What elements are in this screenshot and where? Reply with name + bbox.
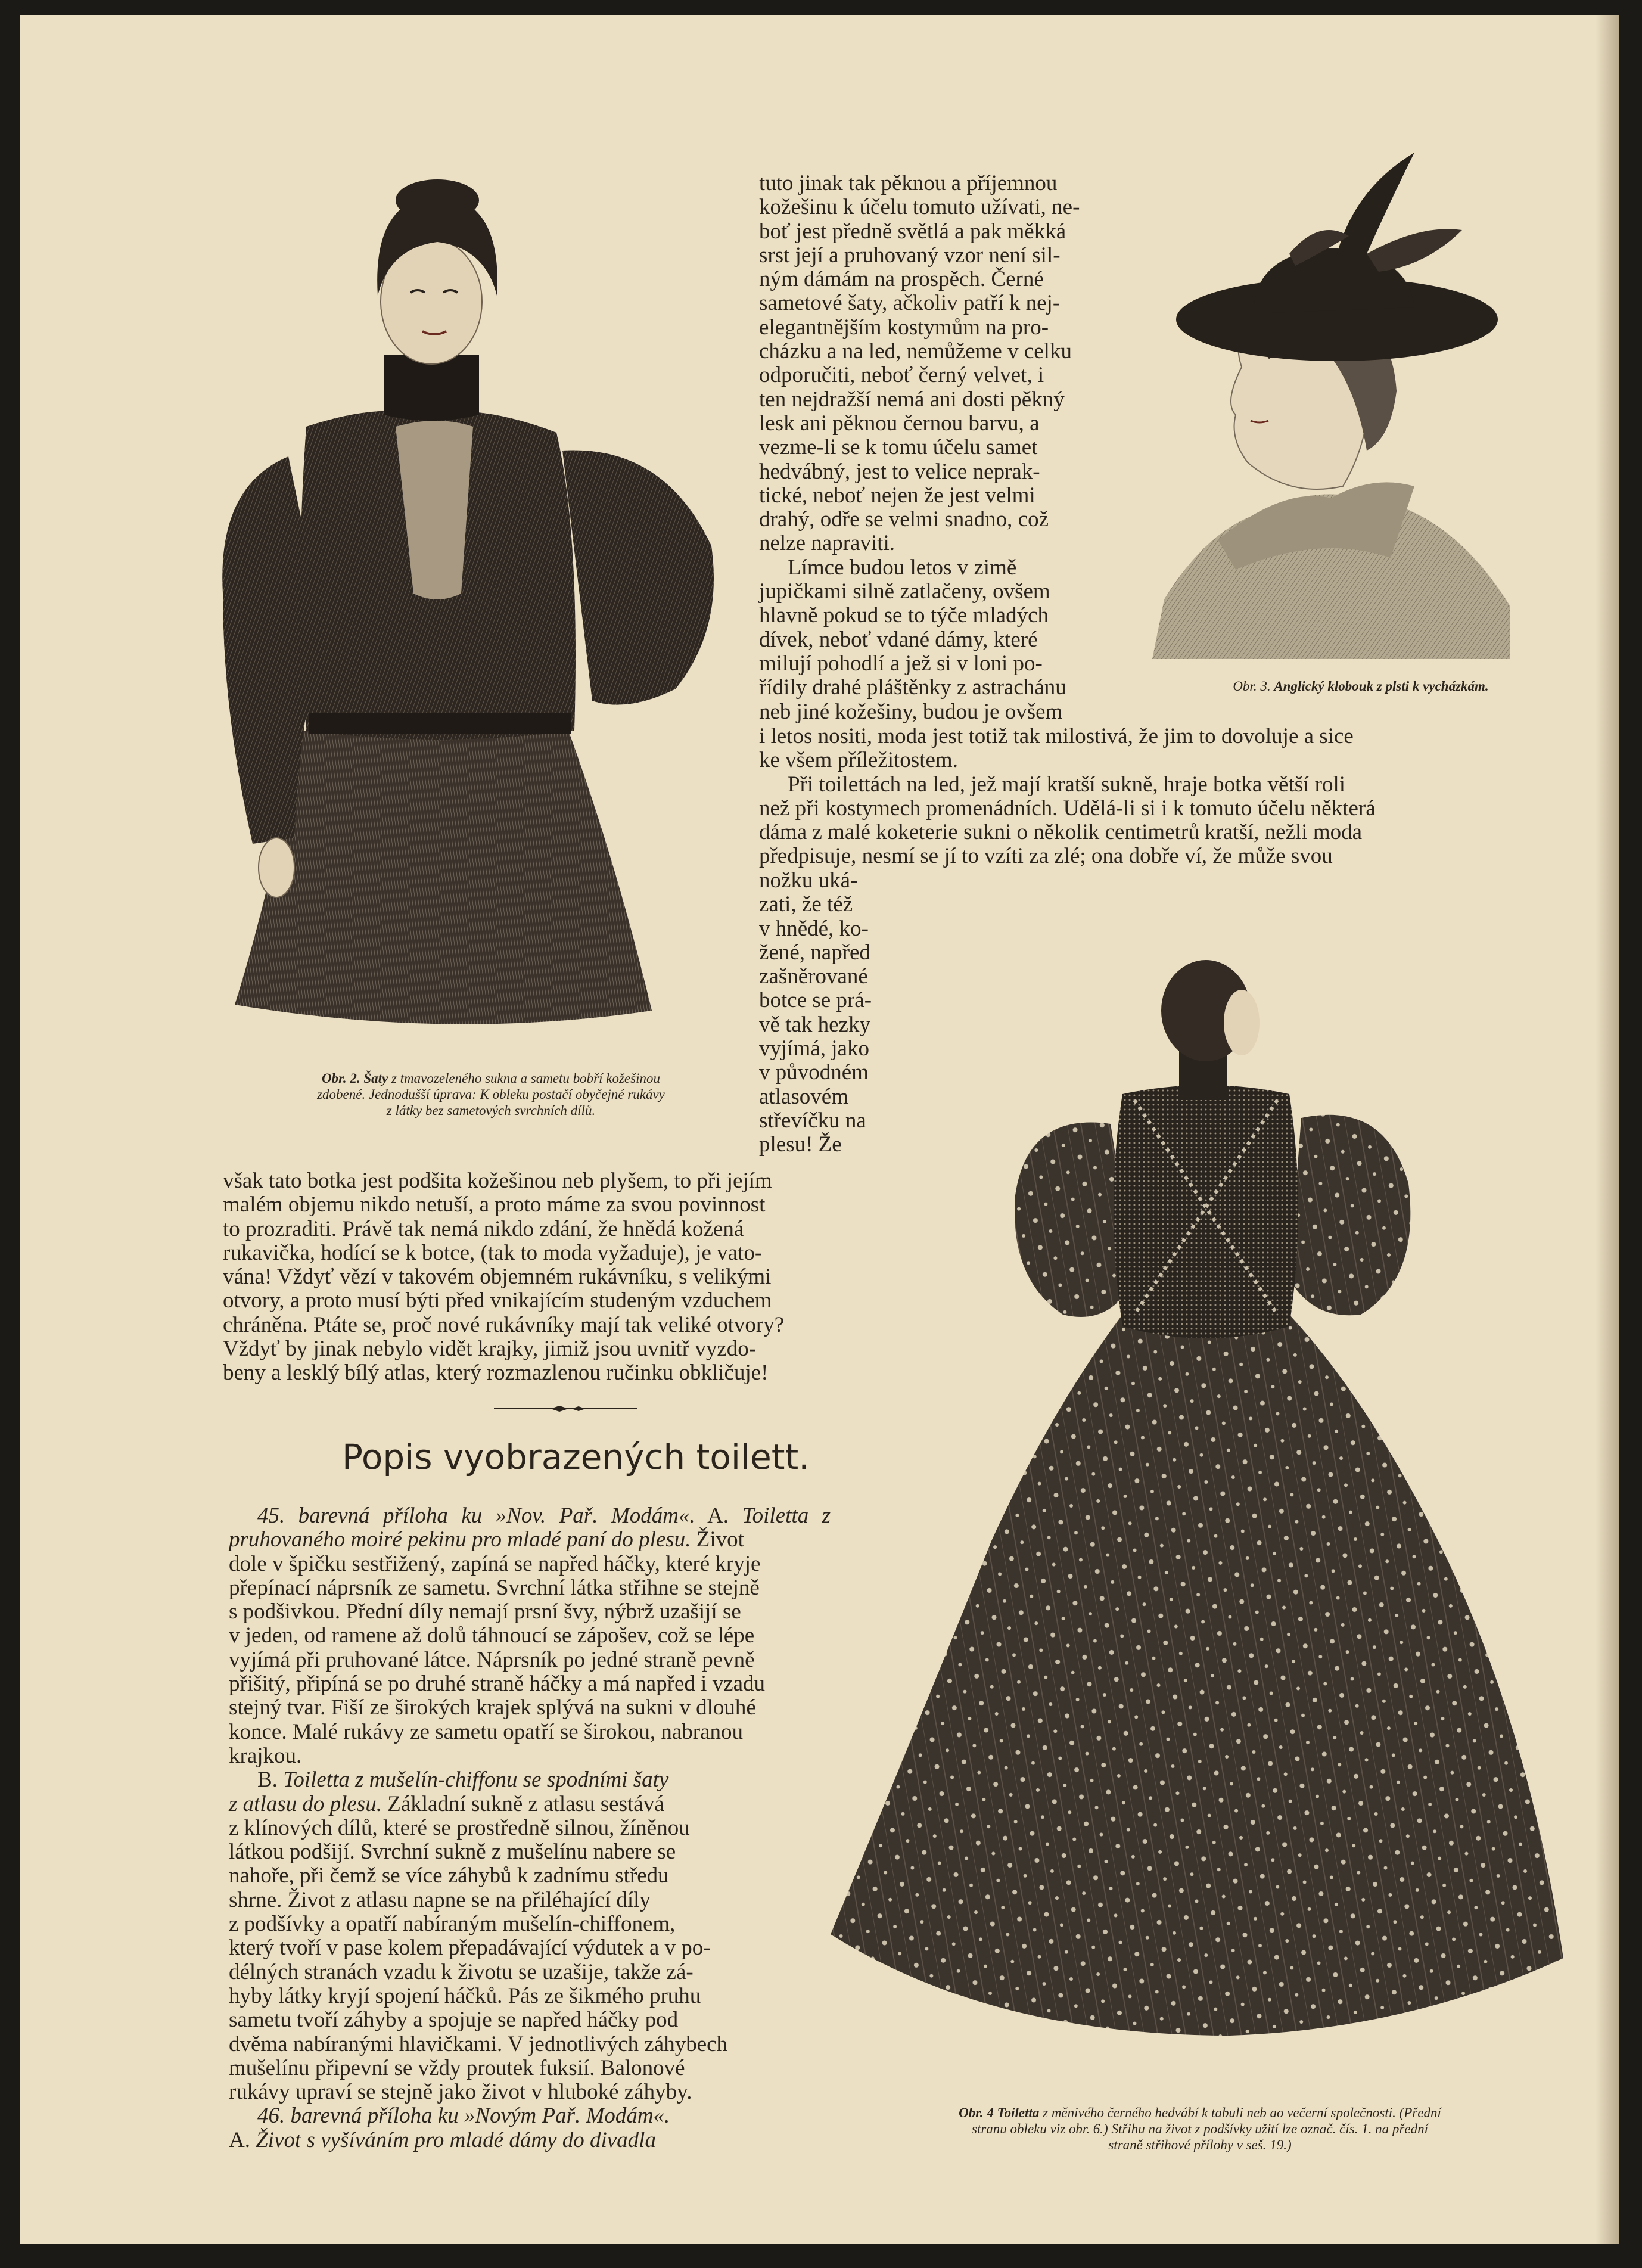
caption-line: stranu obleku viz obr. 6.) Střihu na život z podšívky užití lze označ. čís. 1. na přední xyxy=(972,2121,1428,2136)
text-line: boť jest předně světlá a pak měkká xyxy=(759,219,1066,244)
text-line: cházku a na led, nemůžeme v celku xyxy=(759,339,1072,364)
text-line: rukavička, hodící se k botce, (tak to moda vyžaduje), je vato- xyxy=(223,1240,763,1265)
text-line: vána! Vždyť vězí v takovém objemném rukávníku, s velikými xyxy=(223,1265,772,1290)
text-line: Vždyť by jinak nebylo vidět krajky, jimiž jsou uvnitř vyzdo- xyxy=(223,1337,757,1362)
text-line: beny a lesklý bílý atlas, který rozmazlenou ručinku obkličuje! xyxy=(223,1360,769,1385)
text-line: vyjímá při pruhované látce. Náprsník po jedné straně pevně xyxy=(229,1647,755,1672)
text-line: tické, neboť nejen že jest velmi xyxy=(759,483,1035,508)
text-line: z klínových dílů, které se prostředně silnou, žíněnou xyxy=(229,1815,690,1840)
description-c-line-1: 46. barevná příloha ku »Novým Pař. Modám«. xyxy=(257,2104,670,2129)
description-a-title: Toiletta z pruhovaného moiré pekinu pro mladé paní do plesu. xyxy=(229,1503,831,1552)
section-divider-ornament xyxy=(494,1405,637,1412)
figure-hat-profile-illustration xyxy=(1140,153,1545,659)
caption-label: Obr. 4 Toiletta xyxy=(959,2105,1040,2120)
description-b-first-rest: Základní sukně z atlasu sestává xyxy=(387,1791,664,1816)
figure-evening-gown-illustration xyxy=(813,945,1587,2048)
text-line: shrne. Život z atlasu napne se na přiléhající díly xyxy=(229,1887,651,1912)
text-line: vě tak hezky xyxy=(759,1012,870,1037)
article-wide-paragraph xyxy=(759,725,1545,869)
text-line: délných stranách vzadu k životu se uzašije, takže zá- xyxy=(229,1959,694,1984)
description-c-line-2: Život s vyšíváním pro mladé dámy do divadla xyxy=(256,2127,656,2152)
caption-line: z látky bez sametových svrchních dílů. xyxy=(386,1103,596,1118)
caption-label: Obr. 3. xyxy=(1233,679,1271,694)
text-line: přepínací náprsník ze sametu. Svrchní látka střihne se stejně xyxy=(229,1575,760,1600)
text-line: Límce budou letos v zimě xyxy=(788,555,1017,580)
text-line: v hnědé, ko- xyxy=(759,916,869,941)
text-line: dvěma nabíranými hlavičkami. V jednotlivých záhybech xyxy=(229,2031,728,2056)
description-c-mark: A. xyxy=(229,2127,250,2152)
text-line: nožku uká- xyxy=(759,868,858,893)
text-line: tuto jinak tak pěknou a příjemnou xyxy=(759,171,1058,195)
description-b-title-2: z atlasu do plesu. xyxy=(229,1791,382,1816)
text-line: zašněrované xyxy=(759,964,868,989)
text-line: sametu tvoří záhyby a spojuje se napřed háčky pod xyxy=(229,2008,679,2033)
description-b-mark: B. xyxy=(257,1767,278,1792)
text-line: konce. Malé rukávy ze sametu opatří se širokou, nabranou xyxy=(229,1719,744,1744)
text-line: otvory, a proto musí býti před vnikajícím studeným vzduchem xyxy=(223,1288,772,1313)
caption-line: straně střihové přílohy v seš. 19.) xyxy=(1108,2137,1292,2152)
text-line: předpisuje, nesmí se jí to vzíti za zlé; ona dobře ví, že může svou xyxy=(759,844,1333,869)
description-a-first-rest: Život xyxy=(696,1527,744,1552)
text-line: hlavně pokud se to týče mladých xyxy=(759,603,1049,628)
text-line: který tvoří v pase kolem přepadávající výdutek a v po- xyxy=(229,1935,711,1961)
description-a-lead: 45. barevná příloha ku »Nov. Pař. Modám«. xyxy=(257,1503,695,1528)
text-line: vezme-li se k tomu účelu samet xyxy=(759,435,1038,460)
figure-fur-jacket-illustration xyxy=(199,176,747,1046)
text-line: i letos nositi, moda jest totiž tak milostivá, že jim to dovoluje a sice xyxy=(759,724,1354,748)
text-line: ten nejdražší nemá ani dosti pěkný xyxy=(759,387,1065,412)
text-line: sametové šaty, ačkoliv patří k nej- xyxy=(759,291,1061,316)
text-line: žené, napřed xyxy=(759,940,870,965)
text-line: v původném xyxy=(759,1060,869,1085)
text-line: odporučiti, neboť černý velvet, i xyxy=(759,363,1044,388)
text-line: dáma z malé koketerie sukni o několik centimetrů kratší, nežli moda xyxy=(759,820,1363,845)
text-line: botce se prá- xyxy=(759,988,872,1013)
text-line: ným dámám na prospěch. Černé xyxy=(759,267,1044,292)
text-line: to prozraditi. Právě tak nemá nikdo zdání, že hnědá kožená xyxy=(223,1216,744,1241)
text-line: atlasovém xyxy=(759,1084,849,1109)
caption-figure-3 xyxy=(1140,678,1581,694)
text-line: však tato botka jest podšita kožešinou neb plyšem, to při jejím xyxy=(223,1169,772,1193)
article-descriptions xyxy=(229,1504,831,2152)
text-line: neb jiné kožešiny, budou je ovšem xyxy=(759,699,1063,724)
text-line: přišitý, připíná se po druhé straně háčky a má napřed i vzadu xyxy=(229,1672,766,1697)
text-line: s podšivkou. Přední díly nemají prsní švy, nýbrž uzašijí se xyxy=(229,1599,741,1624)
text-line: malém objemu nikdo netuší, a proto máme za svou povinnost xyxy=(223,1192,766,1217)
text-line: než při kostymech promenádních. Udělá-li si i k tomuto účelu některá xyxy=(759,796,1376,821)
caption-label: Obr. 2. Šaty xyxy=(322,1071,388,1086)
text-line: zati, že též xyxy=(759,892,853,917)
text-line: dole v špičku sestřižený, zapíná se napřed háčky, které kryje xyxy=(229,1551,761,1576)
caption-line: z měnivého černého hedvábí k tabuli neb ao večerní společnosti. (Přední xyxy=(1043,2105,1441,2120)
text-line: milují pohodlí a jež si v loni po- xyxy=(759,651,1043,676)
magazine-page xyxy=(20,15,1619,2244)
text-line: plesu! Že xyxy=(759,1132,842,1157)
text-line: řídily drahé pláštěnky z astrachánu xyxy=(759,675,1066,700)
article-narrow-column xyxy=(759,869,914,1157)
caption-figure-2 xyxy=(217,1070,765,1119)
text-line: látkou podšijí. Svrchní sukně z mušelínu nabere se xyxy=(229,1840,676,1865)
text-line: lesk ani pěknou černou barvu, a xyxy=(759,411,1040,436)
article-left-paragraph xyxy=(223,1169,914,1385)
text-line: mušelínu připevní se vždy proutek fuksií. Balonové xyxy=(229,2055,685,2080)
caption-line: zdobené. Jednodušší úprava: K obleku postačí obyčejné rukávy xyxy=(317,1087,665,1102)
caption-title: Anglický klobouk z plsti k vycházkám. xyxy=(1274,679,1489,694)
text-line: srst její a pruhovaný vzor není sil- xyxy=(759,243,1061,268)
text-line: střevíčku na xyxy=(759,1108,866,1133)
article-column-right-top xyxy=(759,172,1164,724)
section-heading: Popis vyobrazených toilett. xyxy=(342,1437,810,1477)
description-b-title: Toiletta z mušelín-chiffonu se spodními šaty xyxy=(283,1767,669,1792)
text-line: hedvábný, jest to velice neprak- xyxy=(759,459,1040,484)
text-line: stejný tvar. Fiší ze širokých krajek splývá na sukni v dlouhé xyxy=(229,1695,756,1720)
text-line: vyjímá, jako xyxy=(759,1036,869,1061)
text-line: kožešinu k účelu tomuto užívati, ne- xyxy=(759,195,1080,220)
text-line: v jeden, od ramene až dolů táhnoucí se zápošev, což se lépe xyxy=(229,1623,755,1648)
text-line: elegantnějším kostymům na pro- xyxy=(759,315,1049,340)
caption-line: z tmavozeleného sukna a sametu bobří kožešinou xyxy=(391,1071,660,1086)
text-line: nelze napraviti. xyxy=(759,531,895,556)
text-line: hyby látky kryjí spojení háčků. Pás ze šikmého pruhu xyxy=(229,1983,701,2008)
caption-figure-4 xyxy=(831,2105,1569,2153)
description-a-mark: A. xyxy=(707,1503,729,1528)
text-line: nahoře, při čemž se více záhybů k zadnímu středu xyxy=(229,1863,669,1888)
text-line: jupičkami silně zatlačeny, ovšem xyxy=(759,579,1050,604)
text-line: drahý, odře se velmi snadno, což xyxy=(759,507,1049,532)
text-line: krajkou. xyxy=(229,1743,302,1768)
text-line: Při toilettách na led, jež mají kratší sukně, hraje botka větší roli xyxy=(788,772,1346,797)
text-line: z podšívky a opatří nabíraným mušelín-chiffonem, xyxy=(229,1912,676,1937)
text-line: ke všem příležitostem. xyxy=(759,748,958,773)
text-line: dívek, neboť vdané dámy, které xyxy=(759,627,1038,652)
text-line: chráněna. Ptáte se, proč nové rukávníky mají tak veliké otvory? xyxy=(223,1312,785,1337)
text-line: rukávy upraví se stejně jako život v hluboké záhyby. xyxy=(229,2080,692,2105)
